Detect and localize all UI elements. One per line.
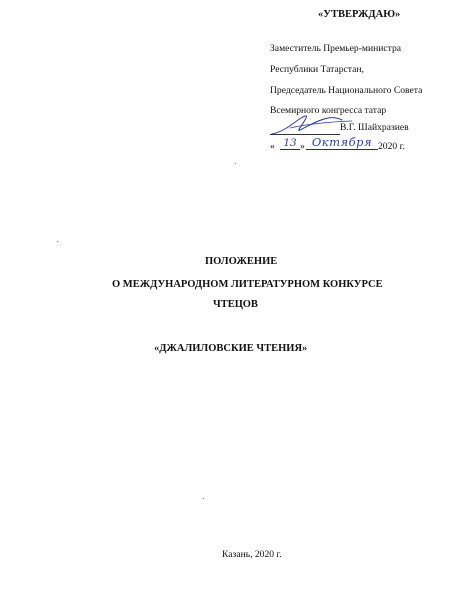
document-subtitle: «ДЖАЛИЛОВСКИЕ ЧТЕНИЯ» — [154, 343, 308, 354]
approval-title: «УТВЕРЖДАЮ» — [318, 9, 401, 20]
scan-speck — [57, 241, 58, 242]
approval-line-4: Всемирного конгресса татар — [270, 105, 387, 116]
date-year: 2020 г. — [378, 141, 405, 152]
approval-line-2: Республики Татарстан, — [270, 64, 364, 75]
city-year: Казань, 2020 г. — [222, 549, 282, 560]
approval-line-3: Председатель Национального Совета — [270, 85, 423, 96]
document-title: ПОЛОЖЕНИЕ — [205, 256, 278, 267]
scan-speck — [235, 163, 236, 164]
signatory-name: В.Г. Шайхразиев — [340, 122, 409, 133]
date-open-quote: « — [270, 141, 275, 152]
scan-speck — [203, 498, 204, 499]
date-close-quote: » — [300, 141, 305, 152]
date-day: 13 — [280, 137, 300, 150]
handwritten-signature — [268, 108, 358, 138]
approval-date — [270, 135, 440, 155]
date-month: Октября — [306, 135, 378, 150]
document-title-line-2: О МЕЖДУНАРОДНОМ ЛИТЕРАТУРНОМ КОНКУРСЕ — [112, 279, 383, 290]
document-title-line-3: ЧТЕЦОВ — [213, 299, 258, 310]
approval-line-1: Заместитель Премьер-министра — [270, 43, 402, 54]
